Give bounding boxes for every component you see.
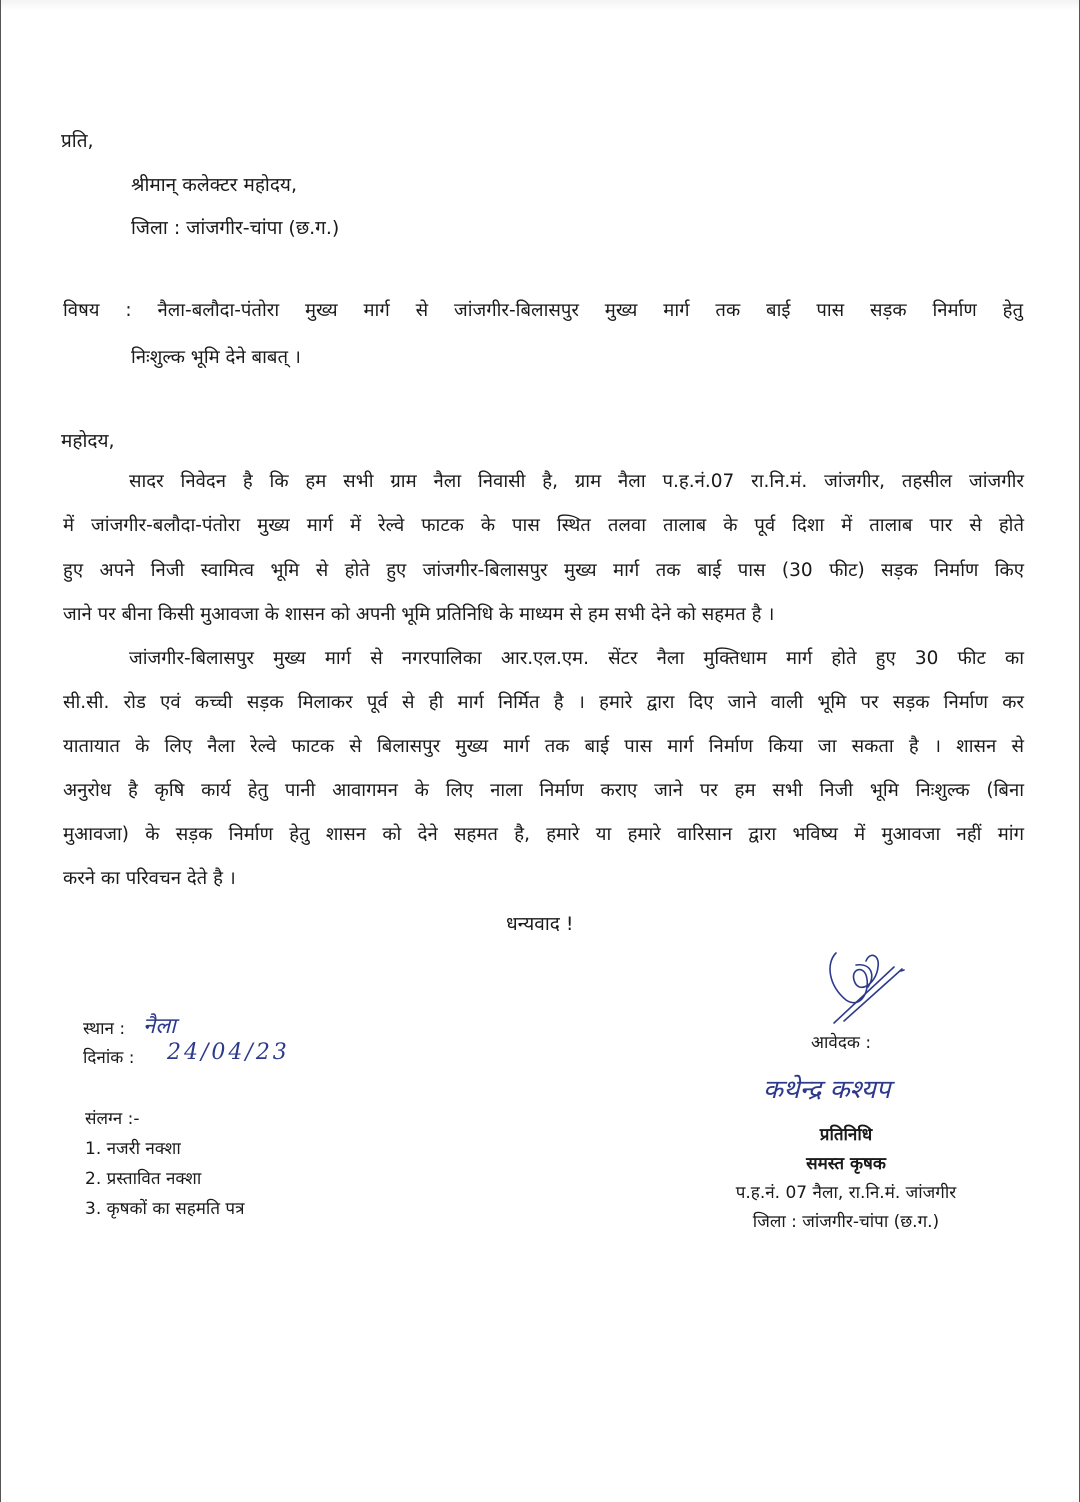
paragraph-line: अनुरोध है कृषि कार्य हेतु पानी आवागमन के लिए नाला निर्माण कराए जाने पर हम सभी निजी भूमि निःशुल्क (बिना: [63, 780, 1024, 801]
date-label: दिनांक :: [83, 1048, 135, 1068]
attachment-item: 2. प्रस्तावित नक्शा: [85, 1169, 202, 1189]
place-label: स्थान :: [83, 1019, 126, 1039]
paragraph-line: सी.सी. रोड एवं कच्ची सड़क मिलाकर पूर्व से ही मार्ग निर्मित है । हमारे द्वारा दिए जाने वाली भूमि पर सड़क निर्माण कर: [63, 692, 1024, 713]
paragraph-line: जाने पर बीना किसी मुआवजा के शासन को अपनी भूमि प्रतिनिधि के माध्यम से हम सभी देने को सहमत है ।: [63, 604, 775, 625]
attachment-item: 1. नजरी नक्शा: [85, 1139, 181, 1159]
paragraph-line: हुए अपने निजी स्वामित्व भूमि से होते हुए जांजगीर-बिलासपुर मुख्य मार्ग तक बाई पास (30 फीट) सड़क निर्माण किए: [63, 560, 1024, 581]
addressee-line-1: श्रीमान् कलेक्टर महोदय,: [131, 174, 297, 196]
paragraph-line: मुआवजा) के सड़क निर्माण हेतु शासन को देने सहमत है, हमारे या हमारे वारिसान द्वारा भविष्य में मुआवजा नहीं मांग: [63, 824, 1024, 845]
paragraph-line: जांजगीर-बिलासपुर मुख्य मार्ग से नगरपालिका आर.एल.एम. सेंटर नैला मुक्तिधाम मार्ग होते हुए 30 फीट का: [129, 648, 1024, 669]
paragraph-line: यातायात के लिए नैला रेल्वे फाटक से बिलासपुर मुख्य मार्ग तक बाई पास मार्ग निर्माण किया जा सकता है । शासन से: [63, 736, 1024, 757]
applicant-signature-mark: [816, 945, 916, 1025]
applicant-group: समस्त कृषक: [806, 1154, 886, 1174]
paragraph-line: में जांजगीर-बलौदा-पंतोरा मुख्य मार्ग में रेल्वे फाटक के पास स्थित तलवा तालाब के पूर्व दिशा में तालाब पार से होते: [63, 515, 1024, 536]
applicant-address-2: जिला : जांजगीर-चांपा (छ.ग.): [752, 1212, 940, 1232]
salutation-to: प्रति,: [61, 130, 94, 152]
subject-line-1: विषय : नैला-बलौदा-पंतोरा मुख्य मार्ग से जांजगीर-बिलासपुर मुख्य मार्ग तक बाई पास सड़क निर्माण हेतु: [63, 300, 1023, 321]
subject-line-2: निःशुल्क भूमि देने बाबत् ।: [131, 347, 301, 368]
paragraph-line: करने का परिवचन देते है ।: [63, 868, 236, 889]
greeting: महोदय,: [61, 430, 115, 452]
applicant-label: आवेदक :: [811, 1033, 872, 1053]
place-handwritten: नैला: [143, 1014, 176, 1039]
addressee-line-2: जिला : जांजगीर-चांपा (छ.ग.): [131, 217, 340, 239]
applicant-signature-name: कथेन्द्र कश्यप: [763, 1075, 891, 1105]
closing-thanks: धन्यवाद !: [506, 913, 574, 935]
paragraph-line: सादर निवेदन है कि हम सभी ग्राम नैला निवासी है, ग्राम नैला प.ह.नं.07 रा.नि.मं. जांजगीर, तहसील जांजगीर: [129, 471, 1024, 492]
date-handwritten: 24/04/23: [167, 1040, 290, 1065]
attachment-item: 3. कृषकों का सहमति पत्र: [85, 1199, 245, 1219]
attachments-heading: संलग्न :-: [85, 1109, 140, 1129]
applicant-role: प्रतिनिधि: [819, 1125, 873, 1145]
applicant-address-1: प.ह.नं. 07 नैला, रा.नि.मं. जांजगीर: [735, 1183, 957, 1203]
